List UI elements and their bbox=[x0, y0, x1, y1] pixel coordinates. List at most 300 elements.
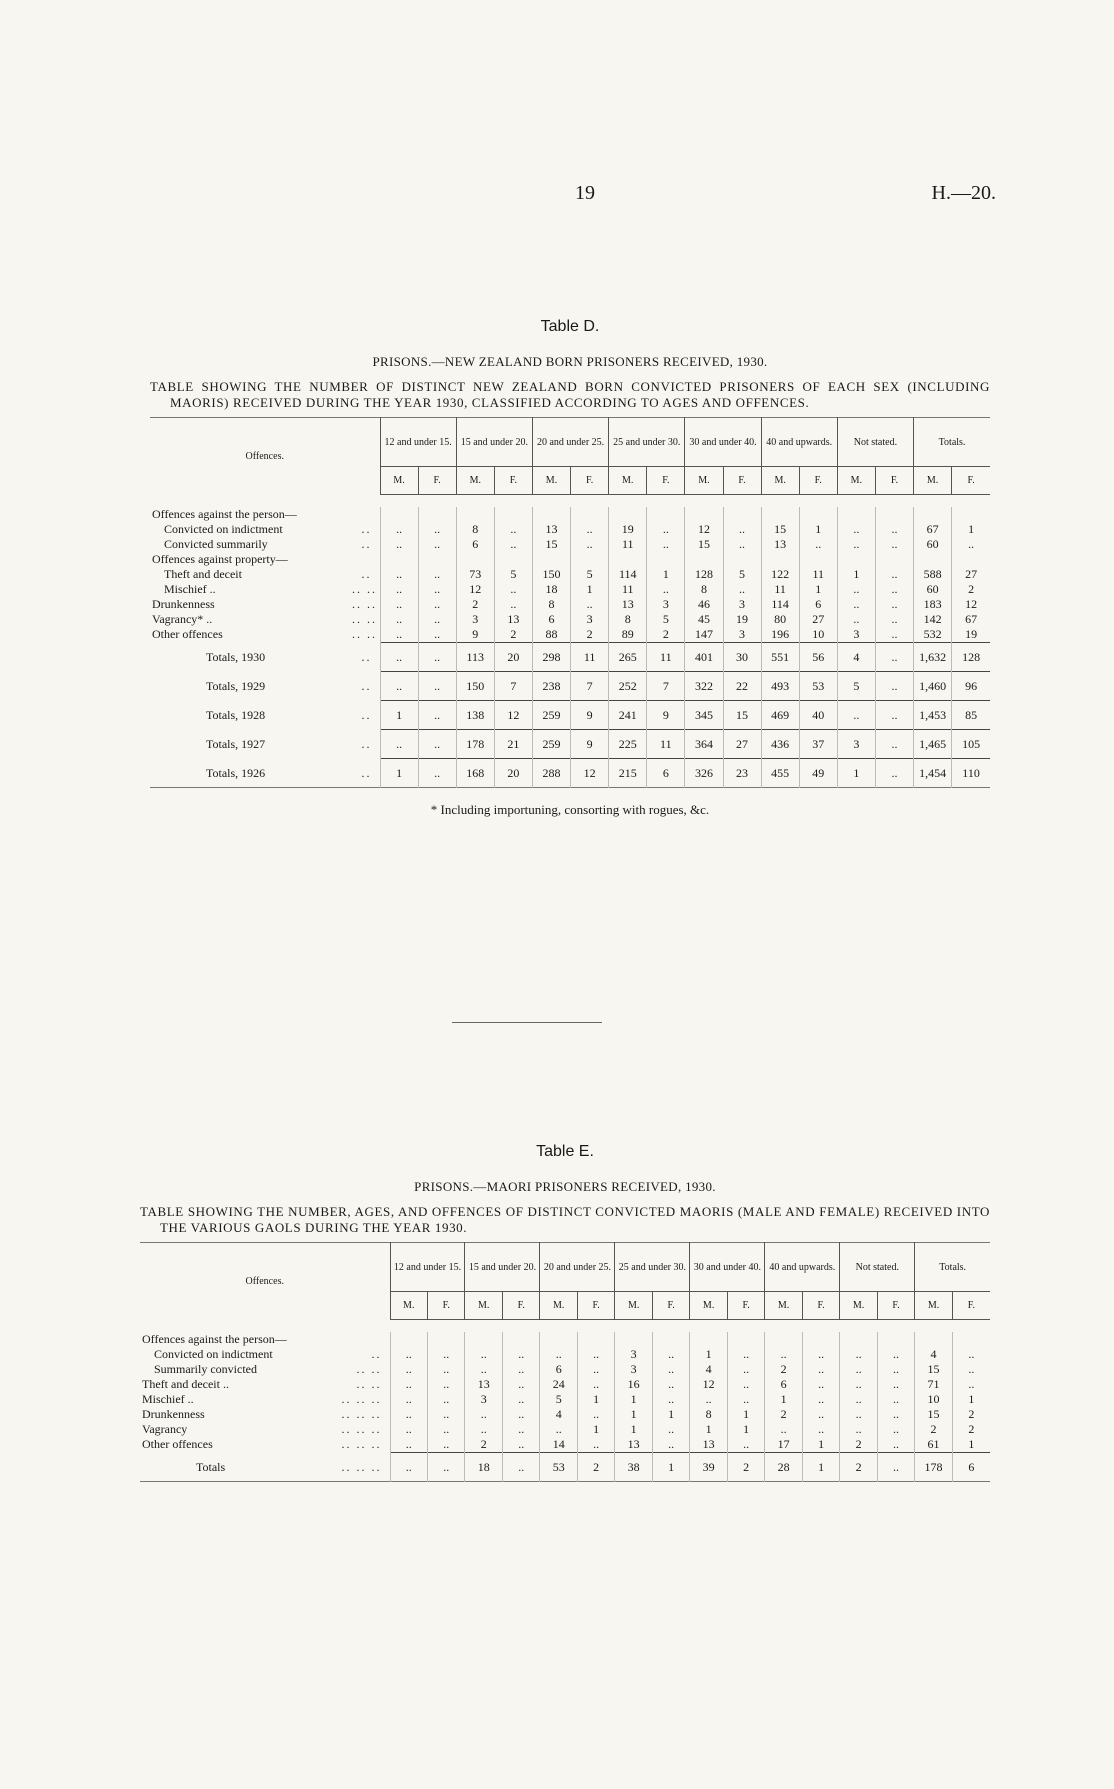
table-cell bbox=[615, 1332, 652, 1347]
row-label: Totals, 1926 bbox=[206, 765, 266, 780]
table-row bbox=[140, 1437, 990, 1453]
table-cell: 532 bbox=[914, 627, 952, 643]
spacer-cell bbox=[140, 1320, 990, 1333]
row-label: Totals, 1928 bbox=[206, 708, 266, 722]
sex-header: M. bbox=[840, 1292, 877, 1320]
table-cell: 8 bbox=[532, 597, 570, 612]
row-label: Convicted on indictment bbox=[154, 1347, 273, 1361]
table-cell: 19 bbox=[609, 522, 647, 537]
table-cell: .. bbox=[652, 1437, 689, 1453]
table-cell: 46 bbox=[685, 597, 723, 612]
table-d bbox=[150, 417, 990, 788]
table-cell: 49 bbox=[799, 759, 837, 788]
table-cell: 73 bbox=[456, 567, 494, 582]
row-label: Totals, 1930 bbox=[206, 650, 266, 664]
table-cell: 12 bbox=[456, 582, 494, 597]
table-cell bbox=[952, 1332, 990, 1347]
table-cell: 4 bbox=[837, 643, 875, 672]
table-cell: 53 bbox=[799, 672, 837, 701]
table-row bbox=[150, 582, 990, 597]
table-cell: 2 bbox=[915, 1422, 952, 1437]
table-cell: 298 bbox=[532, 643, 570, 672]
table-cell: .. bbox=[877, 1437, 914, 1453]
table-cell: .. bbox=[875, 567, 913, 582]
table-cell: .. bbox=[390, 1347, 427, 1362]
sex-header: F. bbox=[494, 467, 532, 495]
table-cell bbox=[723, 507, 761, 522]
table-cell: .. bbox=[875, 597, 913, 612]
table-cell: .. bbox=[502, 1422, 539, 1437]
table-cell: 1 bbox=[615, 1407, 652, 1422]
age-header: 40 and upwards. bbox=[765, 1243, 840, 1292]
table-cell bbox=[532, 507, 570, 522]
leader-dots bbox=[350, 552, 380, 567]
table-cell: 1 bbox=[690, 1347, 727, 1362]
table-cell: 30 bbox=[723, 643, 761, 672]
leader-dots: .. bbox=[361, 650, 372, 664]
table-cell: 8 bbox=[690, 1407, 727, 1422]
sex-header: F. bbox=[799, 467, 837, 495]
table-cell: .. bbox=[652, 1392, 689, 1407]
sex-header: M. bbox=[540, 1292, 577, 1320]
table-cell: .. bbox=[727, 1362, 764, 1377]
age-header: 40 and upwards. bbox=[761, 418, 837, 467]
table-cell: 1 bbox=[765, 1392, 802, 1407]
table-cell: .. bbox=[465, 1362, 502, 1377]
table-cell: 67 bbox=[952, 612, 990, 627]
table-cell: 4 bbox=[690, 1362, 727, 1377]
table-cell: 1 bbox=[380, 701, 418, 730]
table-cell: .. bbox=[390, 1362, 427, 1377]
age-header: 15 and under 20. bbox=[465, 1243, 540, 1292]
table-cell bbox=[727, 1332, 764, 1347]
table-cell: 6 bbox=[647, 759, 685, 788]
table-cell: .. bbox=[727, 1377, 764, 1392]
offences-header: Offences. bbox=[245, 450, 284, 462]
table-cell: .. bbox=[380, 567, 418, 582]
table-cell: .. bbox=[802, 1377, 839, 1392]
spacer-row bbox=[140, 1320, 990, 1333]
sex-header: F. bbox=[571, 467, 609, 495]
table-cell: 19 bbox=[723, 612, 761, 627]
table-cell: 3 bbox=[647, 597, 685, 612]
table-cell bbox=[390, 1332, 427, 1347]
table-cell: 13 bbox=[465, 1377, 502, 1392]
table-cell: .. bbox=[952, 1362, 990, 1377]
table-e-section bbox=[140, 1143, 990, 1482]
age-header: Not stated. bbox=[840, 1243, 915, 1292]
table-cell: 9 bbox=[571, 701, 609, 730]
table-cell: .. bbox=[428, 1407, 465, 1422]
table-cell: 1 bbox=[837, 567, 875, 582]
sex-header: M. bbox=[456, 467, 494, 495]
table-cell: .. bbox=[837, 522, 875, 537]
table-cell bbox=[502, 1332, 539, 1347]
table-cell: .. bbox=[690, 1392, 727, 1407]
table-cell bbox=[652, 1332, 689, 1347]
table-cell: 10 bbox=[799, 627, 837, 643]
table-cell: .. bbox=[380, 672, 418, 701]
table-cell: 1 bbox=[652, 1453, 689, 1482]
sex-header: M. bbox=[465, 1292, 502, 1320]
table-cell: 1,632 bbox=[914, 643, 952, 672]
table-cell: 11 bbox=[761, 582, 799, 597]
table-cell: 20 bbox=[494, 759, 532, 788]
table-cell: .. bbox=[723, 582, 761, 597]
table-cell: 9 bbox=[571, 730, 609, 759]
table-cell: 183 bbox=[914, 597, 952, 612]
table-cell: .. bbox=[647, 537, 685, 552]
table-cell: 5 bbox=[540, 1392, 577, 1407]
table-cell: .. bbox=[494, 537, 532, 552]
table-cell: 9 bbox=[456, 627, 494, 643]
table-cell bbox=[723, 552, 761, 567]
table-cell: 196 bbox=[761, 627, 799, 643]
table-cell: 6 bbox=[799, 597, 837, 612]
table-cell: 38 bbox=[615, 1453, 652, 1482]
table-cell: .. bbox=[840, 1422, 877, 1437]
table-cell: 259 bbox=[532, 701, 570, 730]
leader-dots: .. bbox=[371, 1347, 382, 1361]
table-cell: .. bbox=[875, 730, 913, 759]
table-cell: 96 bbox=[952, 672, 990, 701]
table-cell: 11 bbox=[609, 582, 647, 597]
table-cell bbox=[540, 1332, 577, 1347]
table-cell: 3 bbox=[837, 627, 875, 643]
table-cell: 1 bbox=[799, 522, 837, 537]
table-cell: .. bbox=[502, 1407, 539, 1422]
table-cell: 2 bbox=[494, 627, 532, 643]
table-cell: 114 bbox=[609, 567, 647, 582]
table-cell: 14 bbox=[540, 1437, 577, 1453]
table-cell: 12 bbox=[494, 701, 532, 730]
table-cell: 15 bbox=[761, 522, 799, 537]
table-cell: 6 bbox=[765, 1377, 802, 1392]
table-cell bbox=[802, 1332, 839, 1347]
table-cell bbox=[532, 552, 570, 567]
table-cell: 10 bbox=[915, 1392, 952, 1407]
table-cell: .. bbox=[502, 1392, 539, 1407]
table-cell: 2 bbox=[840, 1437, 877, 1453]
table-cell: 13 bbox=[494, 612, 532, 627]
table-cell: .. bbox=[877, 1362, 914, 1377]
table-cell: .. bbox=[428, 1347, 465, 1362]
row-label: Drunkenness bbox=[152, 597, 215, 611]
table-cell: 2 bbox=[952, 582, 990, 597]
table-cell: .. bbox=[418, 567, 456, 582]
table-cell: 6 bbox=[540, 1362, 577, 1377]
table-cell: .. bbox=[652, 1362, 689, 1377]
table-cell: 1 bbox=[652, 1407, 689, 1422]
table-cell: .. bbox=[390, 1422, 427, 1437]
table-cell: 288 bbox=[532, 759, 570, 788]
table-cell: .. bbox=[571, 537, 609, 552]
table-cell: 1 bbox=[952, 1392, 990, 1407]
table-cell: .. bbox=[428, 1437, 465, 1453]
leader-dots bbox=[350, 507, 380, 522]
table-cell bbox=[837, 507, 875, 522]
table-cell: .. bbox=[390, 1453, 427, 1482]
table-row bbox=[150, 612, 990, 627]
table-cell: 89 bbox=[609, 627, 647, 643]
table-cell bbox=[799, 507, 837, 522]
table-cell: 53 bbox=[540, 1453, 577, 1482]
age-header: 30 and under 40. bbox=[690, 1243, 765, 1292]
table-cell: 13 bbox=[761, 537, 799, 552]
sex-header: F. bbox=[727, 1292, 764, 1320]
table-cell: .. bbox=[380, 597, 418, 612]
leader-dots: .. bbox=[361, 737, 372, 751]
table-cell: 27 bbox=[799, 612, 837, 627]
table-cell: 67 bbox=[914, 522, 952, 537]
table-cell: .. bbox=[380, 537, 418, 552]
table-cell: 493 bbox=[761, 672, 799, 701]
table-cell: .. bbox=[502, 1347, 539, 1362]
table-cell: 1 bbox=[647, 567, 685, 582]
table-cell: 3 bbox=[615, 1362, 652, 1377]
table-cell: 60 bbox=[914, 582, 952, 597]
table-cell: .. bbox=[577, 1407, 614, 1422]
table-cell: 105 bbox=[952, 730, 990, 759]
table-cell: 1 bbox=[690, 1422, 727, 1437]
table-cell: .. bbox=[380, 522, 418, 537]
table-cell: .. bbox=[577, 1377, 614, 1392]
row-label: Drunkenness bbox=[142, 1407, 205, 1421]
sex-header: M. bbox=[615, 1292, 652, 1320]
table-cell: .. bbox=[840, 1347, 877, 1362]
row-label: Mischief .. bbox=[142, 1392, 194, 1406]
totals-header: Totals. bbox=[915, 1243, 990, 1292]
table-cell bbox=[761, 507, 799, 522]
table-cell: .. bbox=[390, 1437, 427, 1453]
table-cell: .. bbox=[418, 730, 456, 759]
table-cell: 252 bbox=[609, 672, 647, 701]
row-label: Summarily convicted bbox=[154, 1362, 257, 1376]
table-cell: 401 bbox=[685, 643, 723, 672]
table-cell: 60 bbox=[914, 537, 952, 552]
table-cell: .. bbox=[418, 582, 456, 597]
table-cell bbox=[647, 552, 685, 567]
table-cell bbox=[690, 1332, 727, 1347]
table-cell: 2 bbox=[952, 1407, 990, 1422]
leader-dots: .. .. .. bbox=[341, 1437, 382, 1452]
table-cell: .. bbox=[418, 672, 456, 701]
table-cell: .. bbox=[875, 627, 913, 643]
table-cell: .. bbox=[837, 537, 875, 552]
table-cell: .. bbox=[502, 1453, 539, 1482]
table-e bbox=[140, 1242, 990, 1482]
table-cell: .. bbox=[875, 643, 913, 672]
row-label: Totals, 1927 bbox=[206, 737, 266, 751]
table-cell bbox=[875, 552, 913, 567]
table-d-section bbox=[150, 318, 990, 818]
table-cell: 9 bbox=[647, 701, 685, 730]
row-label: Totals bbox=[196, 1459, 226, 1474]
table-cell: .. bbox=[840, 1362, 877, 1377]
table-cell: .. bbox=[727, 1437, 764, 1453]
leader-dots: .. .. .. bbox=[341, 1422, 382, 1436]
totals-row bbox=[150, 643, 990, 672]
table-cell: .. bbox=[727, 1347, 764, 1362]
leader-dots: .. .. bbox=[356, 1377, 382, 1391]
table-cell: 1 bbox=[799, 582, 837, 597]
table-cell: 114 bbox=[761, 597, 799, 612]
table-cell: 241 bbox=[609, 701, 647, 730]
table-cell: 61 bbox=[915, 1437, 952, 1453]
table-cell bbox=[380, 552, 418, 567]
table-cell: 80 bbox=[761, 612, 799, 627]
table-cell: .. bbox=[465, 1422, 502, 1437]
table-cell: 11 bbox=[647, 730, 685, 759]
table-cell: .. bbox=[840, 1377, 877, 1392]
table-cell bbox=[494, 552, 532, 567]
row-label: Offences against the person— bbox=[142, 1332, 287, 1346]
row-label: Vagrancy* .. bbox=[152, 612, 213, 626]
table-cell: 1 bbox=[615, 1392, 652, 1407]
table-cell: .. bbox=[571, 522, 609, 537]
table-cell: 469 bbox=[761, 701, 799, 730]
table-cell: .. bbox=[652, 1422, 689, 1437]
table-cell: 27 bbox=[723, 730, 761, 759]
table-cell: .. bbox=[840, 1392, 877, 1407]
table-cell: .. bbox=[877, 1407, 914, 1422]
page-reference: H.—20. bbox=[931, 182, 996, 204]
table-cell: 4 bbox=[915, 1347, 952, 1362]
table-cell: 2 bbox=[456, 597, 494, 612]
leader-dots: .. bbox=[361, 522, 372, 536]
table-cell: .. bbox=[875, 612, 913, 627]
table-cell: 12 bbox=[685, 522, 723, 537]
table-cell: .. bbox=[952, 537, 990, 552]
table-cell: .. bbox=[875, 522, 913, 537]
table-cell bbox=[952, 507, 990, 522]
table-cell: .. bbox=[577, 1362, 614, 1377]
table-cell: 168 bbox=[456, 759, 494, 788]
table-cell: 4 bbox=[540, 1407, 577, 1422]
table-row bbox=[140, 1377, 990, 1392]
table-cell: 3 bbox=[837, 730, 875, 759]
sex-header: F. bbox=[418, 467, 456, 495]
table-cell: 1 bbox=[577, 1392, 614, 1407]
table-cell: .. bbox=[494, 582, 532, 597]
table-cell: 13 bbox=[609, 597, 647, 612]
table-cell: .. bbox=[540, 1347, 577, 1362]
table-cell: .. bbox=[952, 1347, 990, 1362]
table-cell: 85 bbox=[952, 701, 990, 730]
table-cell bbox=[761, 552, 799, 567]
age-header: 30 and under 40. bbox=[685, 418, 761, 467]
table-cell: .. bbox=[875, 537, 913, 552]
table-cell: 16 bbox=[615, 1377, 652, 1392]
table-cell: .. bbox=[465, 1407, 502, 1422]
table-cell: 150 bbox=[532, 567, 570, 582]
sex-header: M. bbox=[390, 1292, 427, 1320]
table-cell: 128 bbox=[685, 567, 723, 582]
table-cell: .. bbox=[428, 1392, 465, 1407]
table-cell: .. bbox=[494, 597, 532, 612]
sex-header: M. bbox=[690, 1292, 727, 1320]
table-cell: 5 bbox=[837, 672, 875, 701]
table-cell: 259 bbox=[532, 730, 570, 759]
table-row bbox=[140, 1407, 990, 1422]
sex-header: M. bbox=[761, 467, 799, 495]
table-cell bbox=[915, 1332, 952, 1347]
table-cell: .. bbox=[802, 1407, 839, 1422]
age-header: 12 and under 15. bbox=[380, 418, 456, 467]
table-cell bbox=[418, 552, 456, 567]
table-cell: 37 bbox=[799, 730, 837, 759]
table-cell: 71 bbox=[915, 1377, 952, 1392]
table-cell: .. bbox=[418, 597, 456, 612]
table-cell: .. bbox=[875, 582, 913, 597]
table-cell: .. bbox=[877, 1392, 914, 1407]
table-cell: 1 bbox=[802, 1453, 839, 1482]
table-cell: 455 bbox=[761, 759, 799, 788]
table-cell: .. bbox=[494, 522, 532, 537]
table-cell: 13 bbox=[532, 522, 570, 537]
leader-dots bbox=[310, 1332, 390, 1347]
table-cell: 45 bbox=[685, 612, 723, 627]
table-cell bbox=[456, 507, 494, 522]
row-label: Offences against property— bbox=[152, 552, 288, 566]
table-cell: .. bbox=[647, 582, 685, 597]
table-cell: 1,460 bbox=[914, 672, 952, 701]
leader-dots: .. bbox=[361, 679, 372, 693]
table-cell: 2 bbox=[765, 1407, 802, 1422]
sex-header: M. bbox=[915, 1292, 952, 1320]
age-header: 20 and under 25. bbox=[540, 1243, 615, 1292]
table-cell: 1 bbox=[952, 522, 990, 537]
table-cell: 3 bbox=[571, 612, 609, 627]
table-cell bbox=[494, 507, 532, 522]
table-cell: 13 bbox=[690, 1437, 727, 1453]
table-cell: 5 bbox=[647, 612, 685, 627]
table-cell: 56 bbox=[799, 643, 837, 672]
table-row bbox=[140, 1347, 990, 1362]
table-cell: .. bbox=[418, 701, 456, 730]
table-cell: 3 bbox=[465, 1392, 502, 1407]
table-cell: 128 bbox=[952, 643, 990, 672]
table-cell: 138 bbox=[456, 701, 494, 730]
table-cell: .. bbox=[877, 1347, 914, 1362]
totals-row bbox=[150, 701, 990, 730]
table-cell: 15 bbox=[723, 701, 761, 730]
table-cell: .. bbox=[877, 1453, 914, 1482]
table-cell: 15 bbox=[532, 537, 570, 552]
table-cell: .. bbox=[877, 1422, 914, 1437]
table-cell: 6 bbox=[952, 1453, 990, 1482]
table-cell bbox=[840, 1332, 877, 1347]
table-cell bbox=[952, 552, 990, 567]
sex-header: M. bbox=[765, 1292, 802, 1320]
table-cell: 326 bbox=[685, 759, 723, 788]
table-cell: 178 bbox=[915, 1453, 952, 1482]
table-cell: 1,465 bbox=[914, 730, 952, 759]
table-cell: 28 bbox=[765, 1453, 802, 1482]
table-d-label: Table D. bbox=[540, 318, 600, 335]
table-cell: .. bbox=[428, 1362, 465, 1377]
table-cell: .. bbox=[837, 701, 875, 730]
table-cell: 1 bbox=[615, 1422, 652, 1437]
table-cell bbox=[609, 552, 647, 567]
table-cell: 2 bbox=[765, 1362, 802, 1377]
table-cell: 265 bbox=[609, 643, 647, 672]
row-label: Convicted summarily bbox=[164, 537, 268, 551]
table-cell bbox=[609, 507, 647, 522]
table-cell: .. bbox=[571, 597, 609, 612]
sex-header: M. bbox=[380, 467, 418, 495]
table-row bbox=[150, 567, 990, 582]
